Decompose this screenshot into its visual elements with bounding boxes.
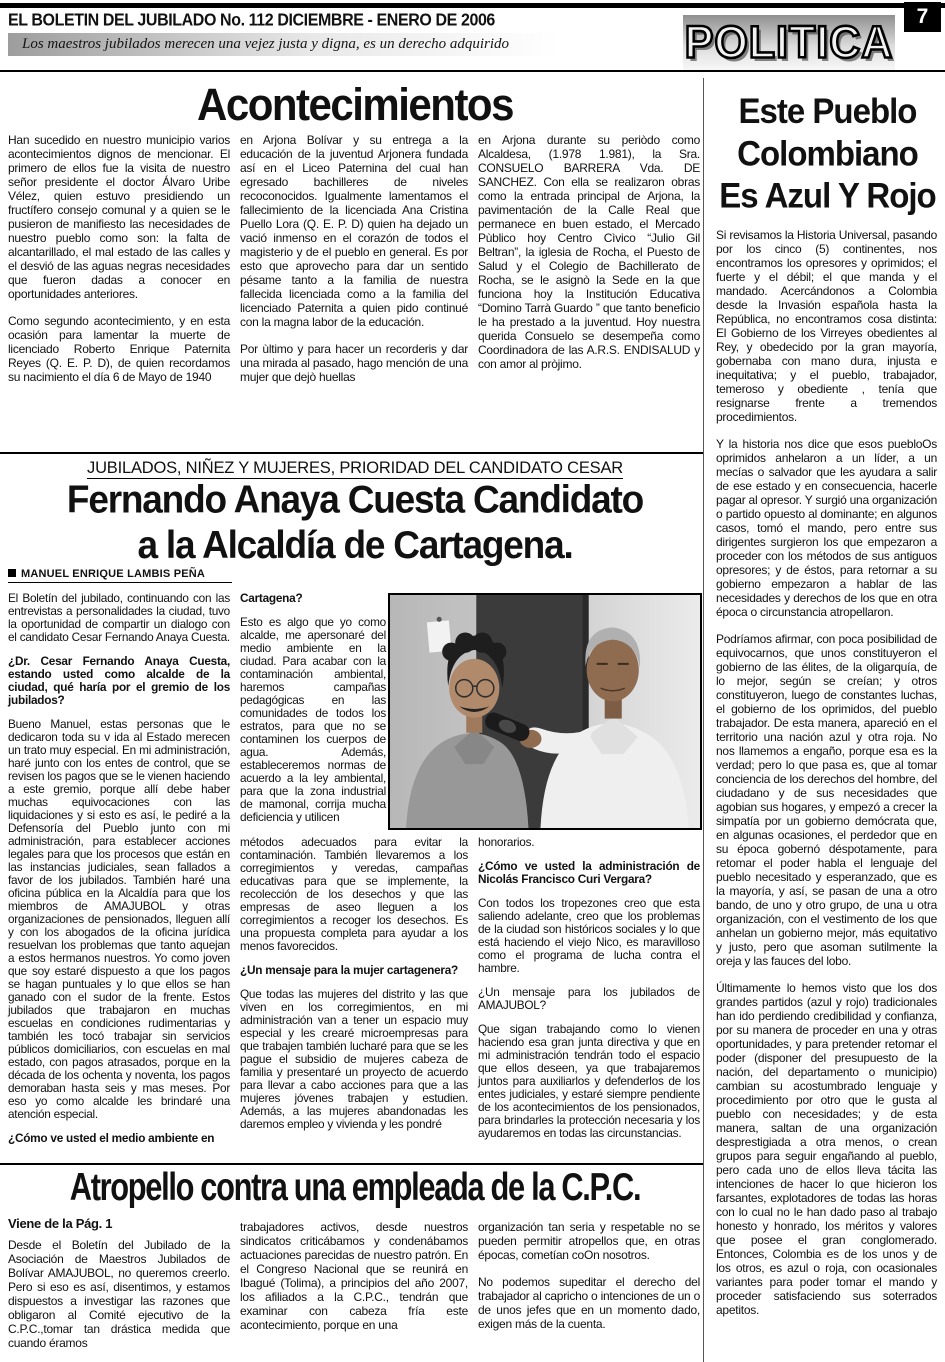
acontecimientos-column-2 xyxy=(240,133,468,397)
interview-photo-illustration xyxy=(390,595,700,828)
acontecimientos-column-3 xyxy=(478,133,700,384)
byline xyxy=(8,568,232,583)
paragraph: Por ùltimo y para hacer un recorderis y dar una mirada al pasado, hago mención de una mujer que dejò huellas xyxy=(240,342,468,384)
paragraph: Como segundo acontecimiento, y en esta ocasión para lamentar la muerte de licenciado Roberto Enrique Paternita Reyes (Q. E. P. D), de quien recordamos su nacimiento el día 6 de Mayo de 1940 xyxy=(8,314,230,384)
atropello-column-2 xyxy=(240,1220,468,1345)
azul-y-rojo-body xyxy=(716,228,937,1330)
interview-question: ¿Cómo ve usted la administración de Nicolás Francisco Curi Vergara? xyxy=(478,859,700,886)
paragraph: en Arjona durante su periòdo como Alcaldesa, (1.978 1.981), la Sra. CONSUELO BARRERA Vda. DE SANCHEZ. Con ella se realizaron obras como la entrada principal de Arjona, la pavimentación de la Calle Real que permanece en buen estado, el Mercado Pùblico hoy Centro Cìvico “Julio Gil Beltran”, la iglesia de Rocha, el Puesto de Salud y el Colegio de Bachillerato de Rocha, se le asignò la Sede en la que funciona hoy la Institución Educativa “Domino Tarrà Guardo ” que tanto beneficio le ha prestado a la juventud. Hoy nuestra querida Consuelo se desempeña como Coordinadora de las A.R.S. ENDISALUD y con amor al pròjimo. xyxy=(478,133,700,371)
paragraph: No podemos supeditar el derecho del trabajador al capricho o intenciones de un o de unos jefes que en un momento dado, exigen más de la cuenta. xyxy=(478,1275,700,1331)
column-divider xyxy=(703,78,704,1362)
page-number: 7 xyxy=(916,5,929,28)
section-rule xyxy=(0,452,703,454)
paragraph: Que sigan trabajando como lo vienen haciendo esa gran junta directiva y que en mi administración tendrán todo el espacio que ellos deseen, ya que trabajaremos juntos para auxiliarlos y defenderlos de los entes judiciales, y estaré siempre pendiente de los acontecimientos de los pensionados, para brindarles la protección necesaria y los ayudaremos en todas las circunstancias. xyxy=(478,1022,700,1140)
paragraph: Han sucedido en nuestro municipio varios acontecimientos dignos de mencionar. El primero de ellos fue la visita de nuestro señor presidente el doctor Álvaro Uribe Vélez, quien estuvo presidiendo un fructífero consejo comunal y a quien se le pusieron de manifiesto las necesidades de nuestro pueblo como son: la falta de alcantarillado, el mal estado de las calles y el desvió de las aguas negras necesidades que fueron dadas a conocer en oportunidades anteriores. xyxy=(8,133,230,301)
section-banner xyxy=(683,15,895,72)
interview-column-3 xyxy=(478,836,700,1151)
page-number-box xyxy=(904,2,941,32)
paragraph: Si revisamos la Historia Universal, pasando por los cinco (5) continentes, nos encontramos los opresores y oprimidos; el fuerte y el débil; el que manda y el mandado. Acercándonos a Colombia desde la Invasión española hasta la República, no encontramos cosa distinta: El Gobierno de los Virreyes obedientes al Rey, y obedecido por la gran mayoría, gobernaba con mano dura, injusta e inequitativa; y el pueblo, trabajador, temeroso y obediente , tenía que resignarse frente a tremendos procedimientos. xyxy=(716,228,937,424)
paragraph: Y la historia nos dice que esos puebloOs oprimidos anhelaron a un líder, a un mecías o salvador que les ayudara a salir de ese estado y en consecuencia, hacerle pagar al opresor. Y surgió una organización o partido opuesto al dominante; en algunos casos, tomó el mando, pero entre sus dirigentes surgieron los que empezaron a proceder con los métodos de sus antiguos opresores; y de éstos, para retornar a su gobierno empezaron a hablar de las necesidades y derechos de los que en otra época o circunstancia atropellaron. xyxy=(716,437,937,619)
byline-author: MANUEL ENRIQUE LAMBIS PEÑA xyxy=(21,568,206,580)
kicker-text: JUBILADOS, NIÑEZ Y MUJERES, PRIORIDAD DEL CANDIDATO CESAR xyxy=(87,459,623,477)
title-line: Es Azul Y Rojo xyxy=(719,175,936,216)
motto-text: Los maestros jubilados merecen una vejez justa y digna, es un derecho adquirido xyxy=(22,36,510,52)
acontecimientos-column-1 xyxy=(8,133,230,397)
interview-question: ¿Un mensaje para la mujer cartagenera? xyxy=(240,963,459,977)
article-title-acontecimientos: Acontecimientos xyxy=(197,79,513,130)
section-rule xyxy=(0,1163,703,1165)
header-rule xyxy=(0,70,945,72)
paragraph: trabajadores activos, desde nuestros sindicatos criticábamos y condenábamos actuaciones parecidas de nuestro patrón. En el Congreso Nacional que se reunirá en Ibagué (Tolima), a principios del año 2007, los afiliados a la C.P.C., tendrán que examinar con cabeza fría este acontecimiento, porque en una xyxy=(240,1220,468,1332)
atropello-column-3 xyxy=(478,1220,700,1344)
paragraph: en Arjona Bolívar y su entrega a la educación de la juventud Arjonera fundada así en el Liceo Paternina del cual han egresado bachilleres de niveles recoconocidos. Igualmente lamentamos el fallecimiento de la licenciada Ana Cristina Puello Lora (Q. E. P. D) quien ha dejado un vació inmenso en el corazón de todos el magisterio y de el pueblo en general. Es por esto que aprovecho para dar un sentido pésame tanto a la familia de nuestra fallecida licenciada como a la familia del licenciado Paternita a quien pido continué con la magna labor de la educación. xyxy=(240,133,468,329)
motto-strip xyxy=(8,33,560,56)
paragraph: honorarios. xyxy=(478,835,535,849)
paragraph: Últimamente lo hemos visto que los dos grandes partidos (azul y rojo) tradicionales han ido perdiendo credibilidad y confianza, por su manera de proceder en una y otras oportunidades, y para pretender retomar el poder (disponer del presupuesto de la nación, del departamento o municipio) cambian su acostumbrado lenguaje y procedimiento por otro que le gusta al pueblo con necesidades; y de esta manera, saltan de una organización desprestigiada a otra menos, o crean grupos para seguir engañando al pueblo, pero cada uno de ellos lleva tácita las intenciones de hacer lo que hicieron los farsantes, explotadores de todas las horas con lo cual no le han dado paso al trabajo honesto y honrado, los méritos y valores que posee el gran conglomerado. Entonces, Colombia es de los unos y de los otros, es azul o roja, con ocasionales variantes para poder tomar el mando y proceder satisfaciendo sus soterrados apetitos. xyxy=(716,981,937,1317)
masthead-title: EL BOLETIN DEL JUBILADO No. 112 DICIEMBRE - ENERO DE 2006 xyxy=(8,11,495,31)
article-title-atropello: Atropello contra una empleada de la C.P.C. xyxy=(69,1166,641,1209)
interview-question: ¿Cómo ve usted el medio ambiente en xyxy=(8,1131,215,1145)
section-title: POLITICA xyxy=(684,17,894,69)
headline-line: Fernando Anaya Cuesta Candidato xyxy=(66,478,644,522)
interview-column-1 xyxy=(8,592,230,1156)
paragraph: El Boletín del jubilado, continuando con las entrevistas a personalidades la ciudad, tuvo la oportunidad de compartir un dialogo con el candidato Cesar Fernando Anaya Cuesta. xyxy=(8,591,230,644)
paragraph: Que todas las mujeres del distrito y las que viven en los corregimientos, en mi administración van a tener un espacio muy especial y les crearé microempresas para que trabajen también lucharé para que se les pague el subsidio de mujeres cabeza de familia y presentaré un proyecto de acuerdo para llevar a cabo acciones para que a las mujeres jóvenes trabajen y estudien. Además, a las mujeres abandonadas les daremos empleo y vivienda y les pondré xyxy=(240,987,468,1131)
paragraph: Desde el Boletín del Jubilado de la Asociación de Maestros Jubilados de Bolívar AMAJUBOL, no queremos creerlo. Pero si eso es así, disentimos, y estamos dispuestos a investigar las razones que obligaron al Comité ejecutivo de la C.P.C.,tomar tan drástica medida que cuando éramos xyxy=(8,1238,230,1350)
article-title-anaya xyxy=(0,477,710,567)
interview-question: ¿Dr. Cesar Fernando Anaya Cuesta, estando usted como alcalde de la ciudad, qué haría por el gremio de los jubilados? xyxy=(8,654,230,707)
kicker xyxy=(0,459,710,478)
title-line: Este Pueblo xyxy=(738,91,917,131)
interview-question: ¿Un mensaje para los jubilados de AMAJUBOL? xyxy=(478,985,700,1012)
byline-bullet-icon xyxy=(8,569,16,577)
interview-column-2-wide xyxy=(240,836,468,1142)
paragraph: métodos adecuados para evitar la contaminación. También llevaremos a los corregimientos y veredas, campañas educativas para que se implemente, la recolección de los desechos y que las empresas de aseo lleguen a los corregimientos a recoger los desechos. Es una propuesta completa para ayudar a los menos favorecidos. xyxy=(240,835,468,953)
paragraph: organización tan seria y respetable no se pueden permitir atropellos que, en otras épocas, cometían coOn nosotros. xyxy=(478,1220,700,1262)
paragraph: Esto es algo que yo como alcalde, me apersonaré del medio ambiente en la ciudad. Para acabar con la contaminación ambiental, haremos campañas pedagógicas en las comunidades de todos los estratos, para que no se contaminen los cuerpos de agua. Además, estableceremos normas de acuerdo a la ley ambiental, para que la zona industrial de mamonal, corrija mucha deficiencia y utilicen xyxy=(240,615,386,824)
interview-question: Cartagena? xyxy=(240,591,303,605)
continued-from-label: Viene de la Pág. 1 xyxy=(8,1216,113,1231)
interview-photo xyxy=(388,593,702,830)
paragraph: Bueno Manuel, estas personas que le dedicaron toda su v ida al Estado merecen un trato muy especial. En mi administración, haré junto con los entes de control, que se revisen los pagos que se le vienen haciendo a este gremio, porque allí debe haber muchas equivocaciones con las liquidaciones y si esto es así, le pediré a la Defensoría del Pueblo junto con mi administración, para establecer acciones legales para que los procesos que están en las instancias judiciales, sean fallados a favor de los jubilados. También haré una oficina pública en la Alcaldía para que los miembros de AMAJUBOL y otras organizaciones de pensionados, lleguen allí y con los abogados de la oficina jurídica resuelvan los problemas que tanto aquejan a estos hermanos nuestros. Yo como joven que soy estaré dispuesto a que los pagos se hagan puntuales y lo que ellos se han ganado con el sudor de la frente. Estos jubilados que trabajaron en muchas escuelas en condiciones rudimentarias y también les tocó trabajar sin servicios públicos domiciliarios, con escuelas en mal estado, con pagos atrasados, porque en la década de los ochenta y noventa, los pagos demoraban hasta seis y mas meses. Por eso yo como alcalde les brindaré una atención especial. xyxy=(8,717,230,1121)
title-line: Colombiano xyxy=(737,133,918,173)
headline-line: a la Alcaldía de Cartagena. xyxy=(137,523,573,567)
top-rule xyxy=(0,3,945,8)
paragraph: Podríamos afirmar, con poca posibilidad de equivocarnos, que unos constituyeron el gobierno de las élites, de la oligarquía, de lo mejor, según se creían; y otros constituyeron, luego de constantes luchas, el gobierno de los oprimidos, del pueblo trabajador. De esta manera, apareció en el territorio una nación azul y otra roja. No nos llamemos a engaño, porque esa es la verdad; pero lo que pasa es, que al tomar conciencia de los derechos del hombre, del ciudadano y de sus necesidades que agobian sus hogares, y empezó a crecer la simpatía por un gobierno demócrata que, en algunas ocasiones, el perdedor que en su época gobernó déspotamente, para retomar el poder habla el lenguaje del pueblo necesitado y esperanzado, que es la mayoría, y así, se pasan de una a otro bando, de uno y otro grupo, de una u otra organización, con el vestimento de los que anhelan un gobierno mejor, más equitativo y justo, pero que asoman sutilmente la oreja y las fauces del lobo. xyxy=(716,632,937,968)
article-title-azul-y-rojo xyxy=(710,90,945,217)
interview-column-2-narrow xyxy=(240,592,386,835)
paragraph: Con todos los tropezones creo que esta saliendo adelante, creo que los problemas de la ciudad son históricos sociales y lo que está haciendo el viejo Nico, es maravilloso como el programa de lucha contra el hambre. xyxy=(478,896,700,975)
atropello-column-1 xyxy=(8,1238,230,1362)
